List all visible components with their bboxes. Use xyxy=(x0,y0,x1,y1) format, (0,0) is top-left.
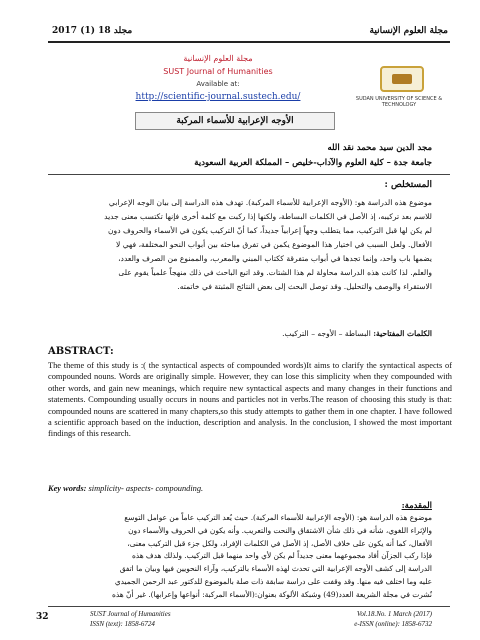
footer-volume: Vol.18.No. 1 March (2017) xyxy=(356,610,432,618)
footer-journal-info xyxy=(90,609,171,629)
arabic-abstract-body xyxy=(28,196,432,294)
author-affiliation: جامعة جدة – كلية العلوم والآداب-خليص – المملكة العربية السعودية xyxy=(194,158,432,168)
arabic-keywords-list: البساطة – الأوجه – التركيب. xyxy=(282,329,371,338)
journal-url-link[interactable]: http://scientific-journal.sustech.edu/ xyxy=(135,92,301,102)
section-divider xyxy=(48,174,450,175)
arabic-keywords-label: الكلمات المفتاحية: xyxy=(373,329,432,338)
article-title: الأوجه الإعرابية للأسماء المركبة xyxy=(135,112,335,130)
author-name: مجد الدين سيد محمد نقد الله xyxy=(327,143,432,153)
footer-issn-online: e-ISSN (online): 1858-6732 xyxy=(354,620,432,628)
footer-issn-text: ISSN (text): 1858-6724 xyxy=(90,620,155,628)
introduction-line: فإذا ركب الجزآن أفاد مجموعهما معنى جديداً لم يكن لأي واحد منهما قبل التركيب. ولذلك هدف هذه xyxy=(131,551,432,561)
introduction-line: الأفعال، كما أنه يكون على خلاف الأصل، إذ الأصل في الكلمات الإفراد، ولكل جزء قبل التركيب معنى، xyxy=(127,538,432,548)
footer-divider xyxy=(48,606,450,607)
university-logo xyxy=(354,66,444,112)
header-volume: مجلد 18 (1) 2017 xyxy=(52,26,133,36)
arabic-abstract-line: الأفعال. ولعل السبب في اختيار هذا الموضوع يكمن في تفرق مباحثه بين أبواب النحو المختلفة، فهي لا xyxy=(115,240,432,249)
available-at-label: Available at: xyxy=(196,80,240,88)
footer-volume-info xyxy=(354,609,432,629)
masthead xyxy=(48,48,450,120)
arabic-abstract-line: يضمها باب واحد، وإنما تجدها في أبواب متفرقة ككتاب المبني والمعرب، والممنوع من الصرف والعدد، xyxy=(118,254,432,263)
introduction-heading: المقدمة: xyxy=(401,500,432,510)
introduction-line: موضوع هذه الدراسة هو: (الأوجه الإعرابية للأسماء المركبة). حيث يُعد التركيب عاماً من عوامل التوسع xyxy=(124,513,432,522)
journal-info xyxy=(108,54,328,102)
arabic-abstract-line: والعلم. لذا كانت هذه الدراسة محاولة لم هذا الشتات. وقد اتبع الباحث في ذلك منهجاً علمياً يقوم على xyxy=(118,268,432,277)
arabic-abstract-heading: المستخلص : xyxy=(384,180,432,190)
english-keywords-label: Key words: xyxy=(48,484,87,493)
arabic-abstract-line: للاسم بعد تركيبه، إذ الأصل في الكلمات البساطة، ولكنها إذا ركبت مع كلمة أخرى فإنها تكتسب معنى جديد xyxy=(104,212,432,221)
footer-journal-name: SUST Journal of Humanities xyxy=(90,610,171,618)
arabic-abstract-line: الاستقراء والوصف والتحليل. وقد توصل البحث إلى بعض النتائج المثبتة في خاتمته. xyxy=(177,282,432,291)
english-abstract-body: The theme of this study is :( the syntactical aspects of compounded words)It aims to clarify the syntactical aspects of compounded nouns. Words are originally simple. However, they can lose this simplicity when they compounded with other words, and gain new meanings, which require new syntactical aspects and many changes in their functions and statements. Compounding usually occurs in nouns and particles not in verbs.The reason of choosing this study is that: compounded nouns are scattered in many chapters,so this study attempts to gather them in one chapter. I have followed a scientific approach based on the induction, description and analysis. In the conclusion, I showed the most important findings of this research. xyxy=(48,361,452,439)
header-journal-name: مجلة العلوم الإنسانية xyxy=(369,26,448,36)
journal-name-english: SUST Journal of Humanities xyxy=(163,67,273,76)
page-number: 32 xyxy=(36,612,49,622)
introduction-line: والإثراء اللغوي، شأنه في ذلك شأن الاشتقاق والنحت والتعريب. وأنه يكون في الحروف والأسماء دون xyxy=(128,525,432,535)
header-divider xyxy=(48,41,450,43)
introduction-line: الدراسة إلى كشف الأوجه الإعرابية التي تحدث لهذه الأسماء بالتركيب، وآراء النحويين فيها وبيان ما اتفق xyxy=(119,564,432,574)
english-keywords xyxy=(48,484,452,493)
arabic-abstract-line: لم يكن لها قبل التركيب، مما يتطلب وجهاً إعرابياً جديداً، كما أنّ التركيب يكون في الأسماء والحروف دون xyxy=(107,226,432,235)
introduction-line: عليه وما اختلف فيه منها. وقد وقفت على دراسة سابقة ذات صلة بالموضوع للدكتور عبد الرحمن الجميدي xyxy=(114,576,432,586)
introduction-line: نُشرت في مجلة الشريعة العدد(49) وشبكة الألوكة بعنوان:(الأسماء المركبة: أنواعها وإعرابها). غير أنّ هذه xyxy=(111,589,432,599)
logo-caption: SUDAN UNIVERSITY OF SCIENCE & TECHNOLOGY xyxy=(355,96,443,108)
running-header xyxy=(52,26,448,40)
arabic-keywords xyxy=(28,329,432,338)
english-abstract-heading: ABSTRACT: xyxy=(48,346,114,357)
journal-name-arabic: مجلة العلوم الإنسانية xyxy=(183,54,253,63)
university-emblem-icon xyxy=(380,66,424,92)
arabic-abstract-line: موضوع هذه الدراسة هو: (الأوجه الإعرابية للأسماء المركبة). تهدف هذه الدراسة إلى بيان الوجه الإعرابي xyxy=(108,198,432,207)
english-keywords-list: simplicity- aspects- compounding. xyxy=(88,484,204,493)
introduction-body xyxy=(28,512,432,602)
